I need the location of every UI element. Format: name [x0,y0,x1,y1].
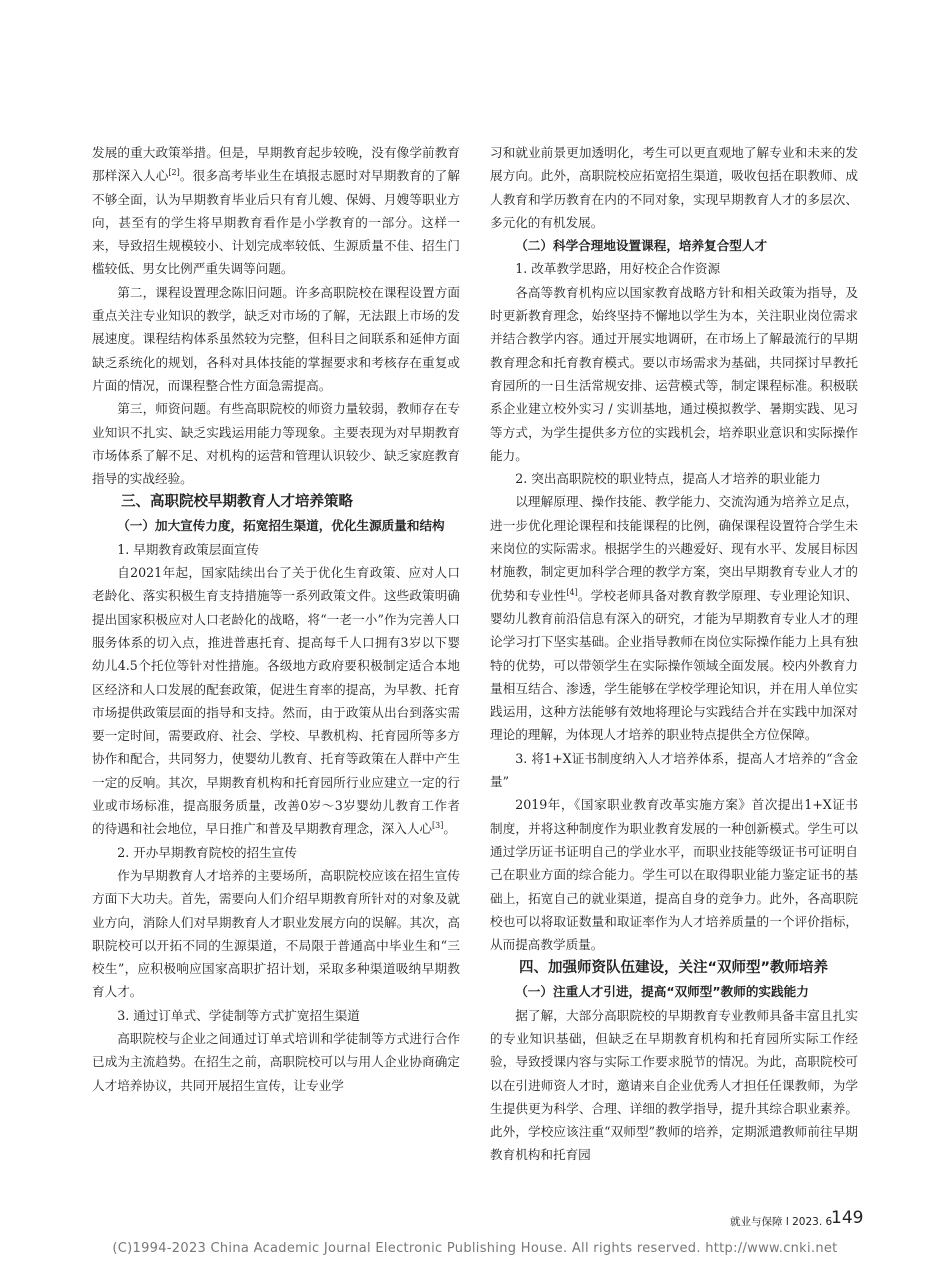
paragraph: 各高等教育机构应以国家教育战略方针和相关政策为指导，及时更新教育理念，始终坚持不懈地以学生为本，关注职业岗位需求并结合教学内容。通过开展实地调研，在市场上了解最流行的早期教育理念和托育教育模式。要以市场需求为基础，共同探讨早教托育园所的一日生活常规安排、运营模式等，制定课程标准。积极联系企业建立校外实习 / 实训基地，通过模拟教学、暑期实践、见习等方式，为学生提供多方位的实践机会，培养职业意识和实际操作能力。 [490,284,858,463]
subheading: 2. 突出高职院校的职业特点，提高人才培养的职业能力 [515,471,821,487]
paragraph: 发展的重大政策举措。但是，早期教育起步较晚，没有像学前教育那样深入人心[2]。很多高考毕业生在填报志愿时对早期教育的了解不够全面，认为早期教育毕业后只有育儿嫂、保姆、月嫂等职业方向，甚至有的学生将早期教育看作是小学教育的一部分。这样一来，导致招生规模较小、计划完成率较低、生源质量不佳、招生门槛较低、男女比例严重失调等问题。 [92,145,461,277]
subheading: 2. 开办早期教育院校的招生宣传 [117,844,297,860]
copyright-notice: (C)1994-2023 China Academic Journal Electronic Publishing House. All rights reserved. http://www.cnki.net [112,1241,838,1256]
page-number: 149 [831,1208,864,1228]
paragraph: 据了解，大部分高职院校的早期教育专业教师具备丰富且扎实的专业知识基础，但缺乏在早期教育机构和托育园所实际工作经验，导致授课内容与实际工作要求脱节的情况。为此，高职院校可以在引进师资人才时，邀请来自企业优秀人才担任任课教师，为学生提供更为科学、合理、详细的教学指导，提升其综合职业素养。此外，学校应该注重“双师型”教师的培养，定期派遣教师前往早期教育机构和托育园 [490,1007,858,1163]
paragraph: 自2021年起，国家陆续出台了关于优化生育政策、应对人口老龄化、落实积极生育支持措施等一系列政策文件。这些政策明确提出国家积极应对人口老龄化的战略，将“一老一小”作为完善人口服务体系的切入点，推进普惠托育、提高每千人口拥有3岁以下婴幼儿4.5个托位等针对性措施。各级地方政府要积极制定适合本地区经济和人口发展的配套政策，促进生育率的提高，为早教、托育市场提供政策层面的指导和支持。然而，由于政策从出台到落实需要一定时间，需要政府、社会、学校、早教机构、托育园所等多方协作和配合，共同努力，使婴幼儿教育、托育等政策在人群中产生一定的反响。其次，早期教育机构和托育园所行业应建立一定的行业或市场标准，提高服务质量，改善0岁～3岁婴幼儿教育工作者的待遇和社会地位，早日推广和普及早期教育理念，深入人心[3]。 [92,565,460,837]
subsection-heading: （一）注重人才引进，提高“双师型”教师的实践能力 [515,984,809,1000]
paragraph: 第三，师资问题。有些高职院校的师资力量较弱，教师存在专业知识不扎实、缺乏实践运用能力等现象。主要表现为对早期教育市场体系了解不足、对机构的运营和管理认识较少、缺乏家庭教育指导的实战经验。 [92,401,460,487]
journal-name: 就业与保障 l 2023. 6 [730,1216,833,1228]
paragraph: 2019年，《国家职业教育改革实施方案》首次提出1+X证书制度，并将这种制度作为职业教育发展的一种创新模式。学生可以通过学历证书证明自己的学业水平，而职业技能等级证书可证明自己在职业方面的综合能力。学生可以在取得职业能力鉴定证书的基础上，拓宽自己的就业渠道，提高自身的竞争力。此外，各高职院校也可以将取证数量和取证率作为人才培养质量的一个评价指标，从而提高教学质量。 [490,797,858,953]
citation-ref[interactable]: [4] [566,587,578,597]
paragraph: 高职院校与企业之间通过订单式培训和学徒制等方式进行合作已成为主流趋势。在招生之前，高职院校可以与用人企业协商确定人才培养协议，共同开展招生宣传，让专业学 [92,1030,460,1093]
paragraph: 作为早期教育人才培养的主要场所，高职院校应该在招生宣传方面下大功夫。首先，需要向人们介绍早期教育所针对的对象及就业方向，消除人们对早期教育人才职业发展方向的误解。其次，高职院校可以开拓不同的生源渠道，不局限于普通高中毕业生和“三校生”，应积极响应国家高职扩招计划，采取多种渠道吸纳早期教育人才。 [92,867,460,1000]
subheading: 1. 改革教学思路，用好校企合作资源 [515,261,721,277]
subsection-heading: （二）科学合理地设置课程，培养复合型人才 [515,238,768,254]
paragraph: 以理解原理、操作技能、教学能力、交流沟通为培养立足点，进一步优化理论课程和技能课程的比例，确保课程设置符合学生未来岗位的实际需求。根据学生的兴趣爱好、现有水平、发展目标因材施教，制定更加科学合理的教学方案，突出早期教育专业人才的优势和专业性[4]。学校老师具备对教育教学原理、专业理论知识、婴幼儿教育前沿信息有深入的研究，才能为早期教育专业人才的理论学习打下坚实基础。企业指导教师在岗位实际操作能力上具有独特的优势，可以带领学生在实际操作领域全面发展。校内外教育力量相互结合、渗透，学生能够在学校学理论知识，并在用人单位实践运用，这种方法能够有效地将理论与实践结合并在实践中加深对理论的理解，为体现人才培养的职业特点提供全方位保障。 [490,494,859,743]
section-heading: 四、加强师资队伍建设，关注“双师型”教师培养 [519,960,829,977]
subheading: 1. 早期教育政策层面宣传 [117,541,260,557]
subheading: 3. 将1+X证书制度纳入人才培养体系，提高人才培养的“含金量” [490,750,858,790]
right-column [490,141,858,1167]
left-column [92,141,460,1097]
citation-ref[interactable]: [3] [432,821,444,831]
paragraph: 第二，课程设置理念陈旧问题。许多高职院校在课程设置方面重点关注专业知识的教学，缺乏对市场的了解，无法跟上市场的发展速度。课程结构体系虽然较为完整，但科目之间联系和延伸方面缺乏系统化的规划，各科对具体技能的掌握要求和考核存在重复或片面的情况，而课程整合性方面急需提高。 [92,284,460,393]
subheading: 3. 通过订单式、学徒制等方式扩宽招生渠道 [117,1007,360,1023]
paragraph: 习和就业前景更加透明化，考生可以更直观地了解专业和未来的发展方向。此外，高职院校应拓宽招生渠道，吸收包括在职教师、成人教育和学历教育在内的不同对象，实现早期教育人才的多层次、多元化的有机发展。 [490,145,858,230]
subsection-heading: （一）加大宣传力度，拓宽招生渠道，优化生源质量和结构 [117,518,445,534]
section-heading: 三、高职院校早期教育人才培养策略 [121,494,353,511]
citation-ref[interactable]: [2] [168,168,180,178]
